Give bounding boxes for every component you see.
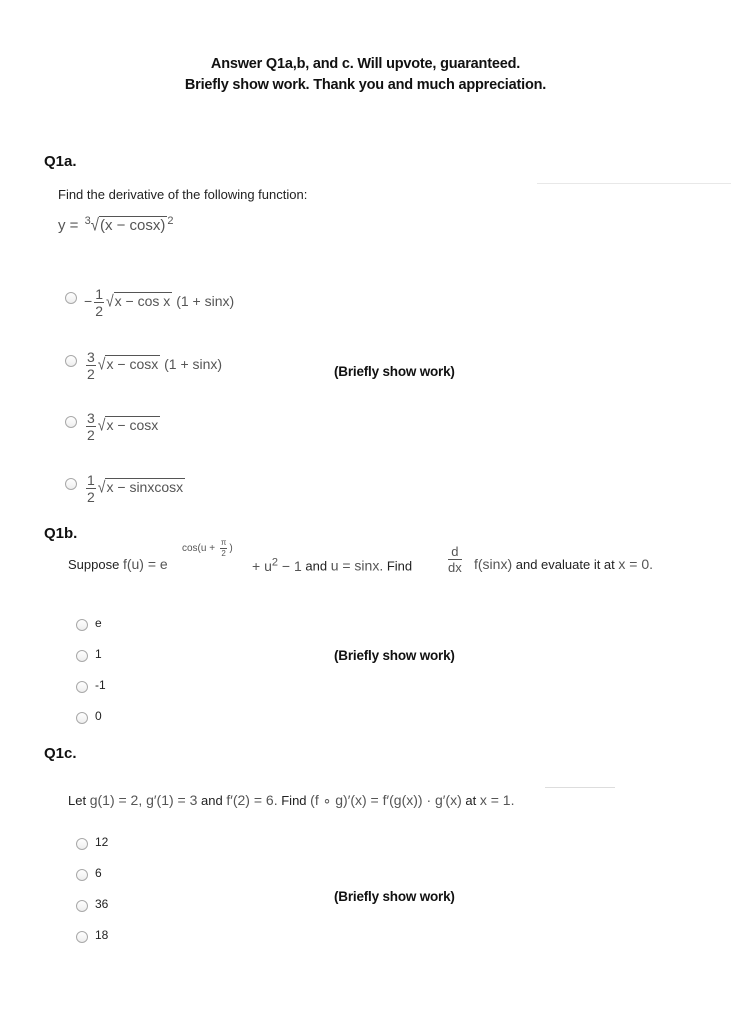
q1b-exponent bbox=[182, 539, 233, 558]
f-value: f′(2) = 6. bbox=[226, 792, 278, 808]
at: at bbox=[465, 793, 477, 808]
q1a-label: Q1a. bbox=[44, 153, 77, 170]
q1c-option-3-radio[interactable] bbox=[76, 900, 88, 912]
tail: (1 + sinx) bbox=[164, 356, 223, 373]
q1b-option-1-radio[interactable] bbox=[76, 619, 88, 631]
q1b-option-3-radio[interactable] bbox=[76, 681, 88, 693]
den: 2 bbox=[95, 303, 103, 319]
minus-one: − 1 bbox=[281, 557, 302, 574]
let: Let bbox=[68, 793, 87, 808]
q1b-label: Q1b. bbox=[44, 525, 78, 542]
u-exp: 2 bbox=[271, 556, 278, 568]
q1a-prompt: Find the derivative of the following function: bbox=[58, 187, 308, 202]
q1b-option-4-radio[interactable] bbox=[76, 712, 88, 724]
fu: f(u) = e bbox=[122, 556, 168, 572]
q1a-option-4: $\frac{1}{2}$ √x − sinxcosx bbox=[87, 472, 184, 505]
function-radicand: (x − cosx) bbox=[99, 217, 166, 234]
den: 2 bbox=[87, 489, 95, 505]
tail: (1 + sinx) bbox=[176, 293, 235, 310]
q1b-option-1: e bbox=[95, 616, 102, 630]
q1c-option-2: 6 bbox=[95, 866, 102, 880]
q1a-option-1-radio[interactable] bbox=[65, 292, 77, 304]
num: 1 bbox=[95, 286, 103, 302]
q1c-label: Q1c. bbox=[44, 745, 77, 762]
exp-close: ) bbox=[229, 543, 233, 555]
fsin: f(sinx) bbox=[474, 556, 513, 572]
q1b-prompt bbox=[68, 556, 168, 572]
q1a-option-2: $\frac{3}{2}$ √x − cosx (1 + sinx) bbox=[87, 349, 223, 382]
and: and bbox=[305, 558, 328, 574]
den: 2 bbox=[87, 427, 95, 443]
q1c-option-2-radio[interactable] bbox=[76, 869, 88, 881]
q1a-option-4-radio[interactable] bbox=[65, 478, 77, 490]
find: Find bbox=[281, 793, 307, 808]
q1c-option-3: 36 bbox=[95, 897, 109, 911]
q1c-option-4-radio[interactable] bbox=[76, 931, 88, 943]
q1b-option-4: 0 bbox=[95, 709, 102, 723]
q1b-prompt-rest bbox=[252, 556, 412, 574]
q1b-derivative bbox=[446, 545, 464, 574]
exp-den: 2 bbox=[221, 549, 226, 558]
x0: x = 0. bbox=[618, 556, 654, 572]
find: Find bbox=[386, 558, 413, 574]
q1b-prompt-end bbox=[474, 556, 653, 572]
function-lhs: y = bbox=[58, 217, 79, 234]
q1a-option-1: − $\frac{1}{2}$ √x − cos x (1 + sinx) bbox=[84, 286, 235, 319]
q1a-option-2-radio[interactable] bbox=[65, 355, 77, 367]
exp-num: π bbox=[220, 538, 227, 547]
root-index: 3 bbox=[84, 215, 91, 227]
x1: x = 1. bbox=[479, 792, 515, 808]
num: 3 bbox=[87, 410, 95, 426]
q1a-function: y = $^3$√(x − cosx) $^2$ bbox=[58, 215, 174, 236]
num: 1 bbox=[87, 472, 95, 488]
function-exponent: 2 bbox=[167, 215, 174, 227]
radicand: x − cosx bbox=[106, 417, 159, 434]
q1b-option-2-radio[interactable] bbox=[76, 650, 88, 662]
chain-rule: (f ∘ g)′(x) = f′(g(x)) · g′(x) bbox=[310, 792, 462, 808]
q1c-option-4: 18 bbox=[95, 928, 109, 942]
u-term: + u bbox=[252, 557, 272, 574]
g-values: g(1) = 2, g′(1) = 3 bbox=[89, 792, 198, 808]
divider-small bbox=[545, 787, 615, 788]
q1c-option-1: 12 bbox=[95, 835, 109, 849]
d-num: d bbox=[448, 545, 462, 560]
q1a-option-3: $\frac{3}{2}$ √x − cosx bbox=[87, 410, 159, 443]
d-den: dx bbox=[448, 560, 462, 575]
radicand: x − cos x bbox=[114, 293, 171, 310]
exp-base: cos(u + bbox=[182, 543, 216, 555]
divider bbox=[537, 183, 731, 184]
radicand: x − cosx bbox=[106, 356, 159, 373]
q1a-option-3-radio[interactable] bbox=[65, 416, 77, 428]
q1a-work-note: (Briefly show work) bbox=[334, 364, 455, 379]
radicand: x − sinxcosx bbox=[106, 479, 184, 496]
den: 2 bbox=[87, 366, 95, 382]
header-line-1: Answer Q1a,b, and c. Will upvote, guaranteed. bbox=[210, 56, 521, 72]
sign: − bbox=[84, 293, 93, 310]
q1c-work-note: (Briefly show work) bbox=[334, 889, 455, 904]
lead: Suppose bbox=[68, 557, 120, 572]
q1b-work-note: (Briefly show work) bbox=[334, 648, 455, 663]
num: 3 bbox=[87, 349, 95, 365]
q1b-option-2: 1 bbox=[95, 647, 102, 661]
q1c-option-1-radio[interactable] bbox=[76, 838, 88, 850]
eval: and evaluate it at bbox=[515, 557, 615, 572]
header-line-2: Briefly show work. Thank you and much appreciation. bbox=[184, 77, 547, 93]
q1c-prompt bbox=[68, 792, 514, 809]
and: and bbox=[201, 793, 223, 808]
u-def: u = sinx. bbox=[330, 557, 384, 574]
q1b-option-3: -1 bbox=[95, 678, 106, 692]
